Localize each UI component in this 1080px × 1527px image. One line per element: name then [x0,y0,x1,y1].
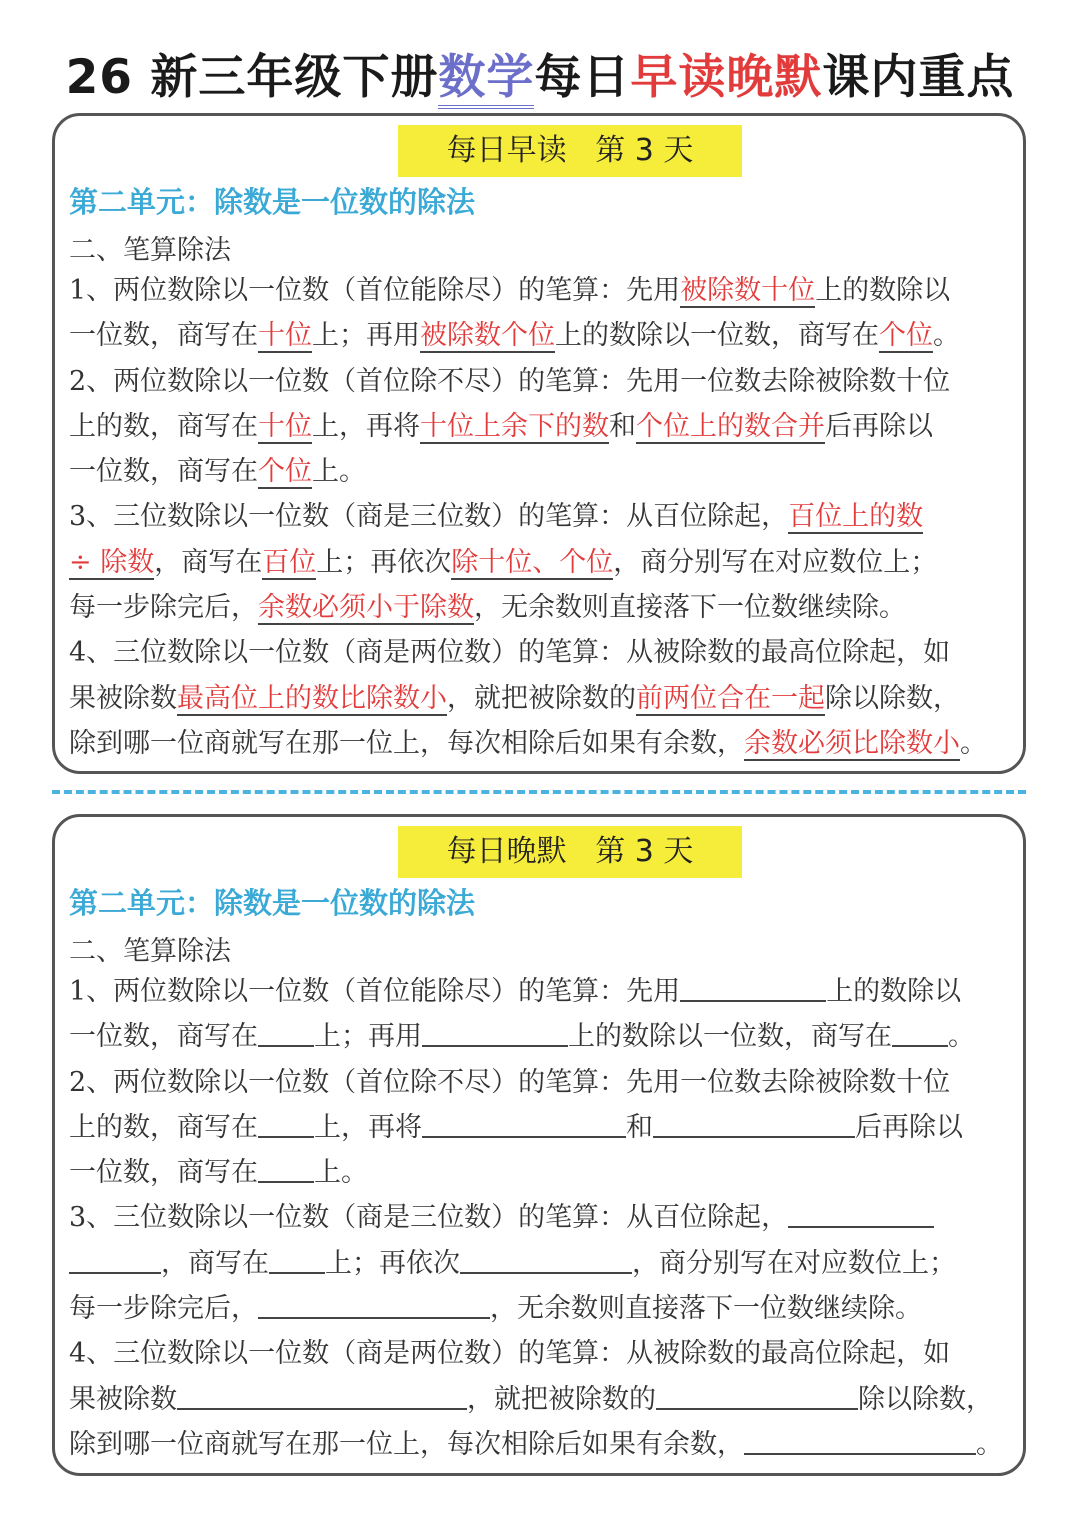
answer-text: 十位 [258,410,312,442]
fill-blank[interactable] [680,970,826,1002]
title-daily: 每日 [534,50,631,105]
fill-blank[interactable] [422,1015,568,1047]
text-line: 2、两位数除以一位数（首位除不尽）的笔算：先用一位数去除被除数十位 [69,1066,951,1098]
fill-blank[interactable] [892,1015,948,1047]
text-line: 一位数，商写在个位上。 [69,456,366,488]
text-line: 1、两位数除以一位数（首位能除尽）的笔算：先用 上的数除以 [69,969,1015,1014]
answer-text: ÷ 除数 [69,546,155,578]
answer-text: 被除数十位 [680,275,816,306]
fill-blank[interactable] [744,1423,976,1455]
answer-text: 被除数个位 [420,320,555,352]
text-line: ÷ 除数，商写在百位上；再依次除十位、个位，商分别写在对应数位上； [69,546,938,578]
text-line: 每一步除完后， ，无余数则直接落下一位数继续除。 [69,1286,1015,1331]
fill-blank[interactable] [422,1106,626,1138]
section-heading: 二、笔算除法 [69,936,231,967]
text-line: 3、三位数除以一位数（商是三位数）的笔算：从百位除起， [69,1195,1015,1240]
morning-reading-body [69,268,1015,766]
text-line: 上的数，商写在十位上，再将十位上余下的数和个位上的数合并后再除以 [69,410,933,442]
fill-blank[interactable] [258,1287,490,1319]
text-line: 3、三位数除以一位数（商是三位数）的笔算：从百位除起，百位上的数 [69,501,924,533]
morning-reading-header: 每日早读 第 3 天 [398,125,742,177]
answer-text: 余数必须比除数小 [744,727,960,759]
text-line: 果被除数最高位上的数比除数小，就把被除数的前两位合在一起除以除数， [69,682,960,714]
text-line: 每一步除完后，余数必须小于除数，无余数则直接落下一位数继续除。 [69,592,906,624]
text-line: ，商写在 上；再依次 ，商分别写在对应数位上； [69,1241,1015,1286]
answer-text: 余数必须小于除数 [258,592,474,624]
answer-text: 百位上的数 [788,501,924,533]
answer-text: 最高位上的数比除数小 [177,682,447,714]
fill-blank[interactable] [177,1378,467,1410]
text-line: 一位数，商写在十位上；再用被除数个位上的数除以一位数，商写在个位。 [69,320,960,352]
answer-text: 十位上余下的数 [420,410,609,442]
page-title [0,40,1080,107]
fill-blank[interactable] [258,1151,314,1183]
answer-text: 除十位、个位 [451,546,614,578]
fill-blank[interactable] [788,1196,934,1228]
fill-blank[interactable] [69,1242,161,1274]
answer-text: 十位 [258,320,312,352]
title-key-points: 课内重点 [822,50,1015,105]
text-line: 4、三位数除以一位数（商是两位数）的笔算：从被除数的最高位除起，如 [69,637,951,669]
text-line: 果被除数 ，就把被除数的 除以除数， [69,1377,1015,1422]
text-line: 一位数，商写在 上；再用 上的数除以一位数，商写在 。 [69,1014,1015,1059]
section-heading: 二、笔算除法 [69,235,231,266]
text-line: 4、三位数除以一位数（商是两位数）的笔算：从被除数的最高位除起，如 [69,1338,951,1370]
evening-dictation-body [69,969,1015,1467]
answer-text: 前两位合在一起 [636,682,825,714]
fill-blank[interactable] [653,1106,855,1138]
title-read-write: 早读晚默 [630,50,823,105]
morning-reading-card [52,113,1026,774]
title-subject: 数学 [438,50,534,109]
evening-dictation-card [52,814,1026,1476]
text-line: 上的数，商写在 上，再将 和 后再除以 [69,1105,1015,1150]
unit-heading: 第二单元：除数是一位数的除法 [69,185,476,219]
answer-text: 个位上的数合并 [636,410,825,442]
fill-blank[interactable] [269,1242,325,1274]
text-line: 1、两位数除以一位数（首位能除尽）的笔算：先用被除数十位上的数除以 [69,275,951,306]
text-line: 一位数，商写在 上。 [69,1150,1015,1195]
text-line: 除到哪一位商就写在那一位上，每次相除后如果有余数，余数必须比除数小。 [69,727,987,759]
unit-heading: 第二单元：除数是一位数的除法 [69,886,476,920]
answer-text: 百位 [262,546,317,578]
fill-blank[interactable] [460,1242,632,1274]
fill-blank[interactable] [258,1015,314,1047]
answer-text: 个位 [879,320,933,352]
evening-dictation-header: 每日晚默 第 3 天 [398,826,742,878]
text-line: 2、两位数除以一位数（首位除不尽）的笔算：先用一位数去除被除数十位 [69,365,951,397]
title-grade: 26 新三年级下册 [65,50,439,105]
text-line: 除到哪一位商就写在那一位上，每次相除后如果有余数， 。 [69,1422,1015,1467]
fill-blank[interactable] [258,1106,314,1138]
answer-text: 个位 [258,456,312,488]
fill-blank[interactable] [656,1378,858,1410]
dashed-divider [52,790,1026,794]
